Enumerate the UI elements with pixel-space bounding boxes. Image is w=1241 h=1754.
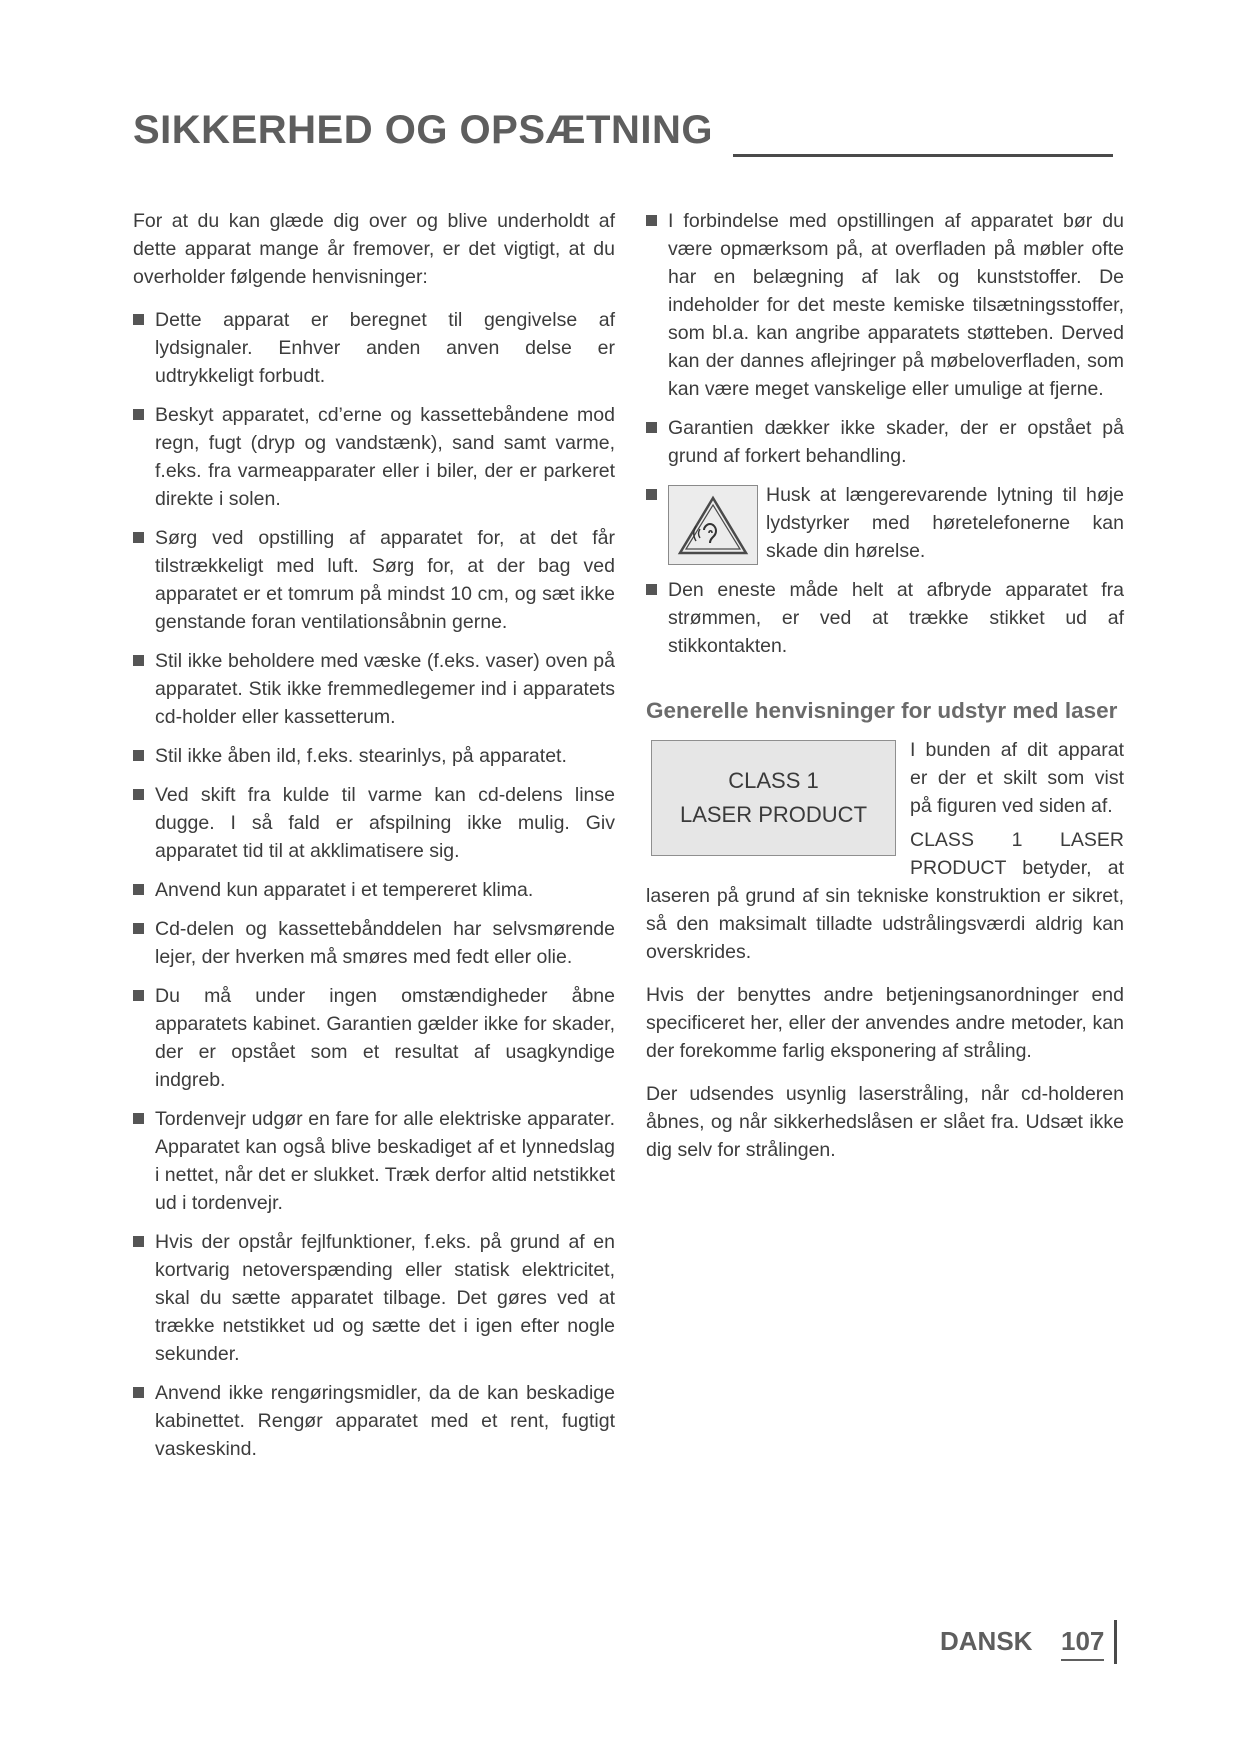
- laser-paragraph: Hvis der benyttes andre betjeningsanordninger end specificeret her, eller der anvendes andre metoder, kan der forekomme farlig eksponering af stråling.: [646, 984, 1124, 1062]
- bullet-text: I forbindelse med opstillingen af apparatet bør du være opmærksom på, at overfladen på møbler ofte har en belægning af lak og kunststoffer. De indeholder for det meste kemiske tilsætningsstoffer, som bl.a. kan angribe apparatets støtteben. Derved kan der dannes aflejringer på møbeloverfladen, som kan være meget vanskelige eller umulige at fjerne.: [668, 210, 1124, 400]
- list-item: [133, 781, 615, 865]
- page-footer: [940, 1620, 1120, 1664]
- safety-bullet-list-continued: [646, 207, 1124, 660]
- list-item: [133, 647, 615, 731]
- list-item: [133, 982, 615, 1094]
- bullet-square-icon: [646, 422, 657, 433]
- bullet-square-icon: [133, 884, 144, 895]
- list-item: [133, 1379, 615, 1463]
- title-underline-rule: [733, 154, 1113, 157]
- bullet-square-icon: [133, 789, 144, 800]
- list-item: [646, 207, 1124, 403]
- bullet-text: Anvend ikke rengøringsmidler, da de kan beskadige kabinettet. Rengør apparatet med et rent, fugtigt vaskeskind.: [155, 1382, 615, 1460]
- bullet-text: Stil ikke åben ild, f.eks. stearinlys, på apparatet.: [155, 745, 567, 767]
- list-item: [133, 1228, 615, 1368]
- list-item: [133, 1105, 615, 1217]
- left-column: [133, 207, 615, 1474]
- list-item: [133, 742, 615, 770]
- intro-paragraph: For at du kan glæde dig over og blive underholdt af dette apparat mange år fremover, er det vigtigt, at du overholder følgende henvisninger:: [133, 210, 615, 288]
- hearing-warning-item: [646, 481, 1124, 565]
- laser-label-line1: CLASS 1: [728, 768, 819, 793]
- right-column: [646, 207, 1124, 1179]
- bullet-square-icon: [133, 532, 144, 543]
- laser-label-line2: LASER PRODUCT: [679, 802, 868, 827]
- bullet-square-icon: [133, 1387, 144, 1398]
- list-item: [133, 524, 615, 636]
- list-item: [646, 576, 1124, 660]
- page-title: SIKKERHED OG OPSÆTNING: [133, 108, 713, 152]
- laser-paragraph: CLASS 1 LASER PRODUCT betyder, at laseren på grund af sin tekniske konstruktion er sikret, så den maksimalt tilladte udstrålingsværdi aldrig kan overskrides.: [646, 829, 1124, 963]
- bullet-square-icon: [646, 215, 657, 226]
- bullet-square-icon: [133, 990, 144, 1001]
- page-header: [133, 108, 1113, 160]
- laser-paragraph: I bunden af dit apparat er der et skilt som vist på figuren ved siden af.: [910, 739, 1124, 817]
- page-number: 107: [1061, 1626, 1104, 1661]
- bullet-text: Cd-delen og kassettebånddelen har selvsmørende lejer, der hverken må smøres med fedt eller olie.: [155, 918, 615, 968]
- bullet-text: Anvend kun apparatet i et tempereret klima.: [155, 879, 534, 901]
- bullet-square-icon: [133, 409, 144, 420]
- bullet-text: Hvis der opstår fejlfunktioner, f.eks. på grund af en kortvarig netoverspænding eller statisk elektricitet, skal du sætte apparatet tilbage. Det gøres ved at trække netstikket ud og sætte det i igen efter nogle sekunder.: [155, 1231, 615, 1365]
- laser-section-heading: Generelle henvisninger for udstyr med laser: [646, 698, 1118, 723]
- bullet-text: Dette apparat er beregnet til gengivelse af lydsignaler. Enhver anden anven delse er udtrykkeligt forbudt.: [155, 309, 615, 387]
- list-item: [646, 414, 1124, 470]
- bullet-text: Sørg ved opstilling af apparatet for, at det får tilstrækkeligt med luft. Sørg for, at der bag ved apparatet er et tomrum på mindst 10 cm, og sæt ikke genstande foran ventilationsåbnin gerne.: [155, 527, 615, 633]
- bullet-square-icon: [133, 923, 144, 934]
- warning-triangle-icon: [676, 493, 750, 557]
- bullet-text: Stil ikke beholdere med væske (f.eks. vaser) oven på apparatet. Stik ikke fremmedlegemer ind i apparatets cd-holder eller kassetterum.: [155, 650, 615, 728]
- bullet-text: Beskyt apparatet, cd’erne og kassettebåndene mod regn, fugt (dryp og vandstænk), sand samt varme, f.eks. fra varmeapparater eller i biler, der er parkeret direkte i solen.: [155, 404, 615, 510]
- bullet-text: Den eneste måde helt at afbryde apparatet fra strømmen, er ved at trække stikket ud af stikkontakten.: [668, 579, 1124, 657]
- laser-section: [646, 736, 1124, 1164]
- bullet-square-icon: [133, 1236, 144, 1247]
- list-item: [133, 915, 615, 971]
- hearing-warning-text: Husk at længerevarende lytning til høje lydstyrker med høretelefonerne kan skade din hørelse.: [766, 484, 1124, 562]
- bullet-text: Du må under ingen omstændigheder åbne apparatets kabinet. Garantien gælder ikke for skader, der er opstået som et resultat af usagkyndige indgreb.: [155, 985, 615, 1091]
- class1-laser-label: [651, 740, 896, 856]
- hearing-warning-icon: [668, 485, 758, 565]
- list-item: [133, 401, 615, 513]
- bullet-square-icon: [133, 750, 144, 761]
- bullet-square-icon: [133, 655, 144, 666]
- bullet-square-icon: [133, 314, 144, 325]
- safety-bullet-list: [133, 306, 615, 1463]
- list-item: [133, 306, 615, 390]
- bullet-square-icon: [646, 489, 657, 500]
- list-item: [133, 876, 615, 904]
- bullet-square-icon: [133, 1113, 144, 1124]
- bullet-text: Tordenvejr udgør en fare for alle elektriske apparater. Apparatet kan også blive beskadiget af et lynnedslag i nettet, når det er slukket. Træk derfor altid netstikket ud i tordenvejr.: [155, 1108, 615, 1214]
- bullet-square-icon: [646, 584, 657, 595]
- laser-paragraph: Der udsendes usynlig laserstråling, når cd-holderen åbnes, og når sikkerhedslåsen er slået fra. Udsæt ikke dig selv for strålingen.: [646, 1083, 1124, 1161]
- bullet-text: Garantien dækker ikke skader, der er opstået på grund af forkert behandling.: [668, 417, 1124, 467]
- footer-language: DANSK: [940, 1626, 1033, 1656]
- footer-divider-bar: [1114, 1620, 1117, 1664]
- bullet-text: Ved skift fra kulde til varme kan cd-delens linse dugge. I så fald er afspilning ikke mulig. Giv apparatet tid til at akklimatisere sig.: [155, 784, 615, 862]
